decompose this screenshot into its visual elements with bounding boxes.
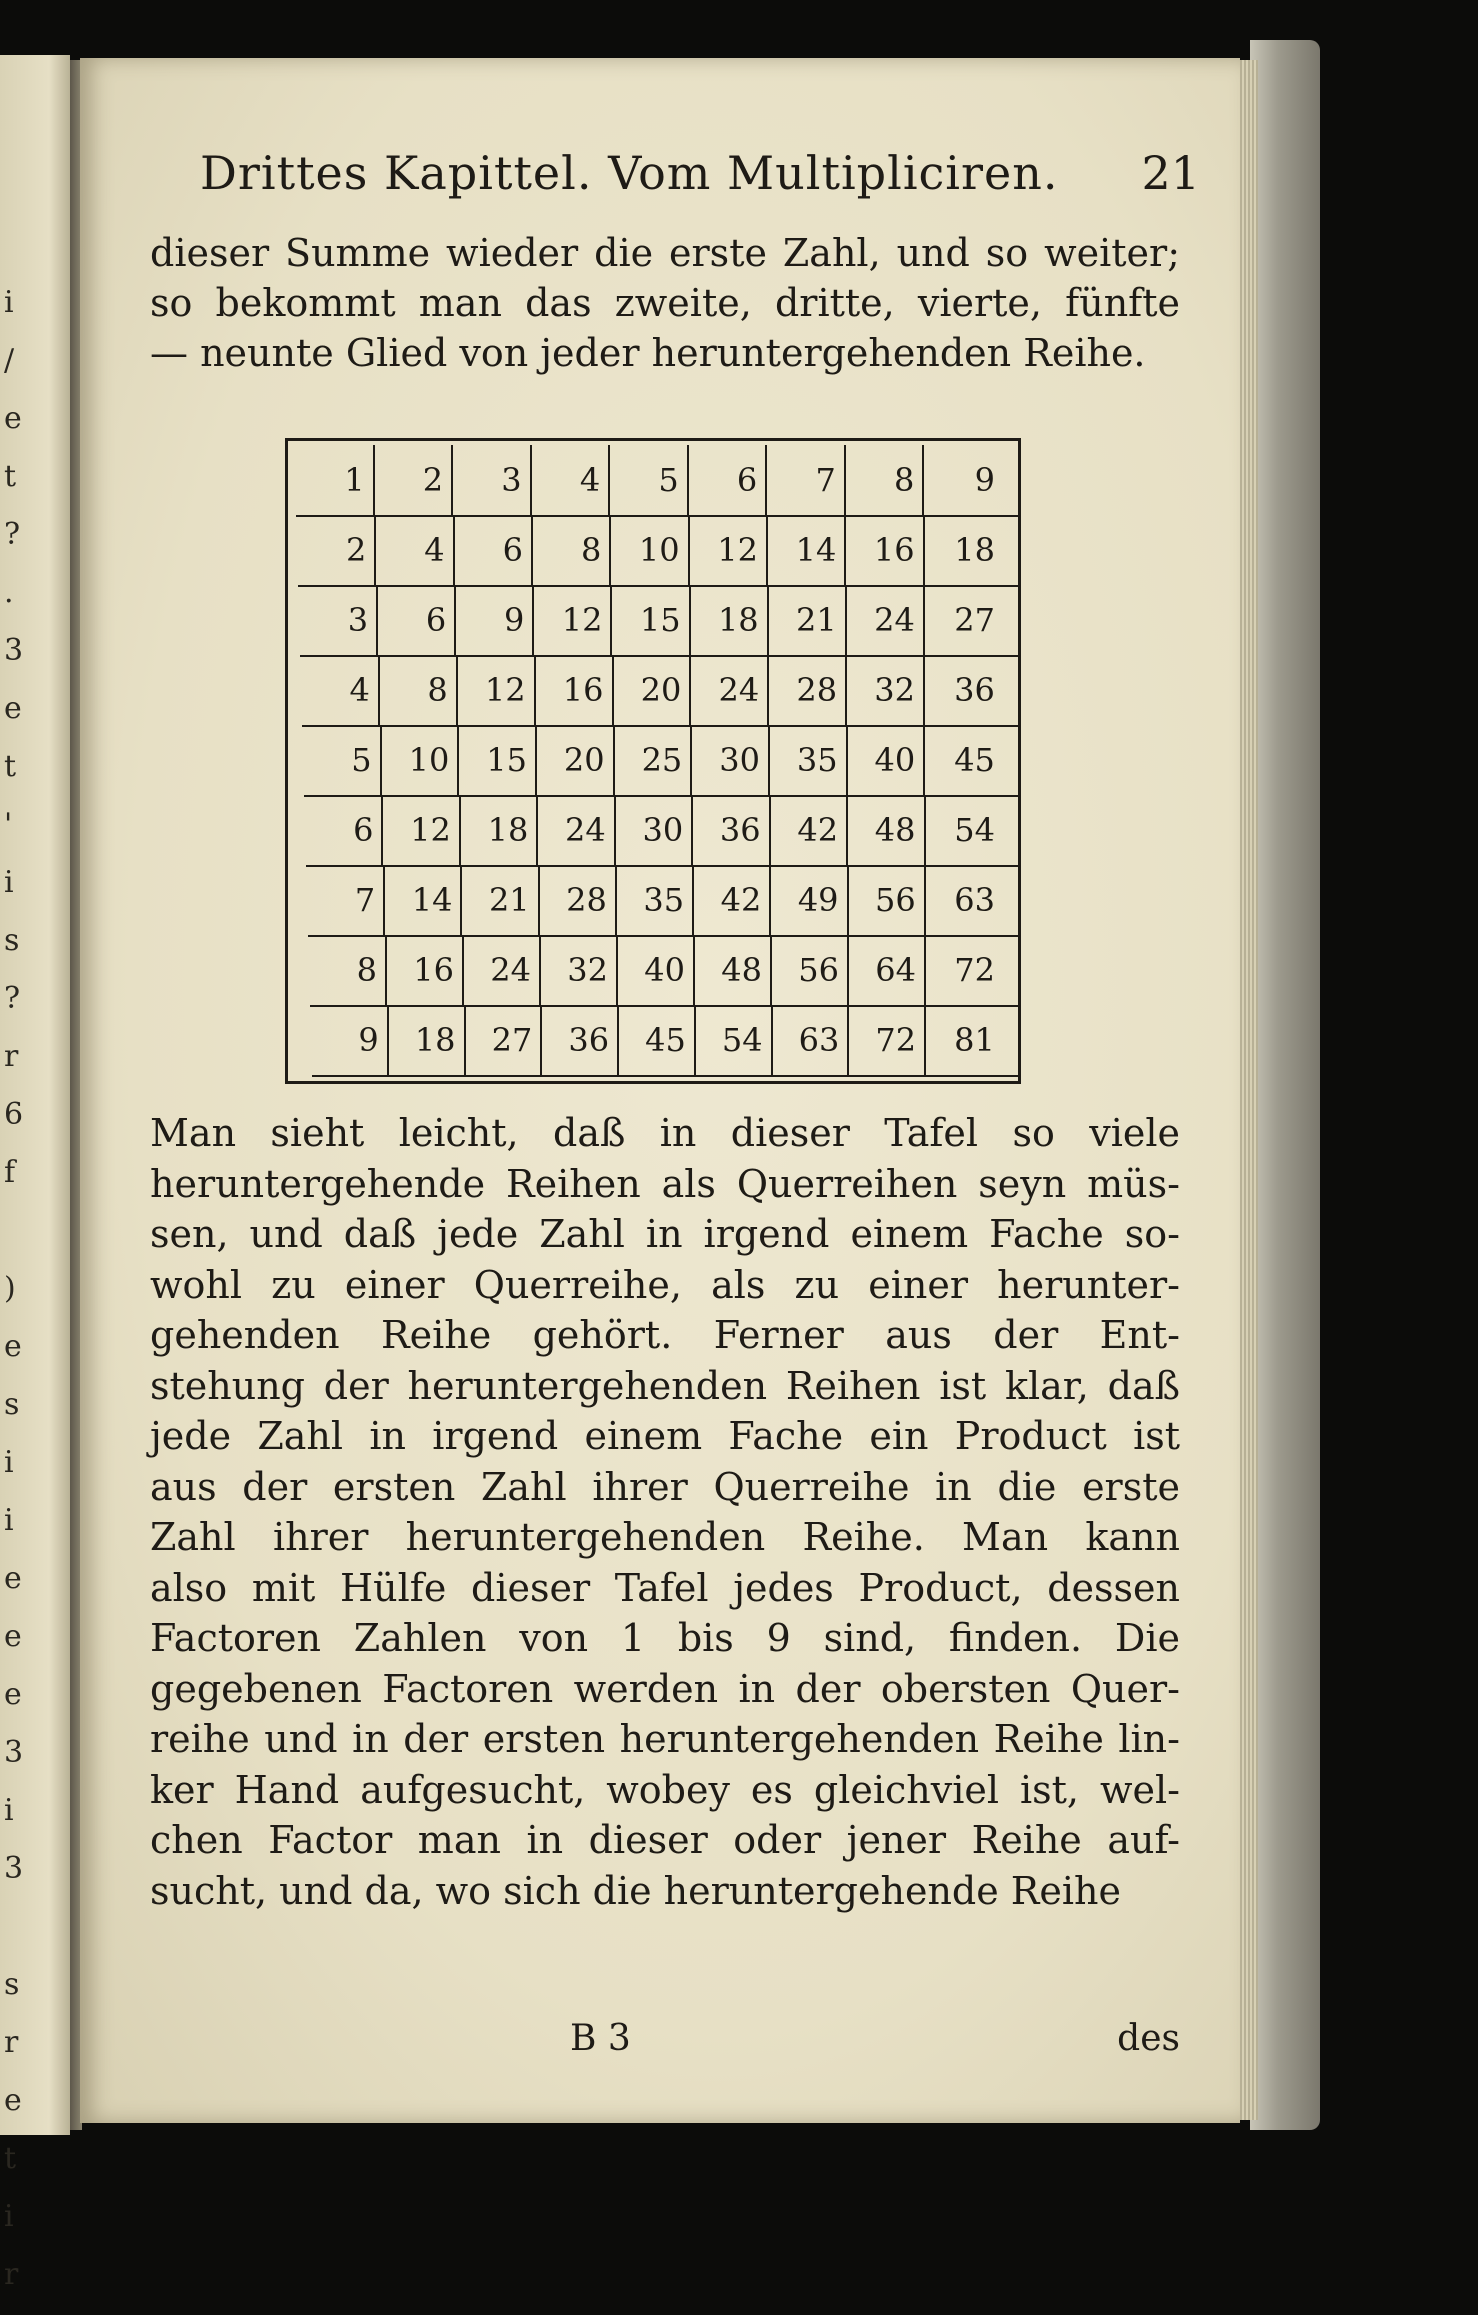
table-cell: 4	[376, 515, 454, 585]
table-cell: 18	[389, 1005, 466, 1075]
table-cell: 12	[690, 515, 768, 585]
margin-letter: ?	[4, 981, 21, 1016]
table-cell: 6	[306, 795, 383, 865]
table-cell: 48	[848, 795, 925, 865]
margin-letter: )	[4, 1271, 16, 1306]
text-line: so bekommt man das zweite, dritte, vierte, fünfte	[150, 281, 1180, 326]
table-cell: 7	[308, 865, 385, 935]
table-cell: 9	[456, 585, 534, 655]
margin-letter: r	[4, 1039, 19, 1074]
table-cell: 24	[538, 795, 615, 865]
table-cell: 27	[466, 1005, 543, 1075]
margin-letter: e	[4, 2083, 22, 2118]
table-cell: 3	[453, 445, 532, 515]
table-cell: 8	[533, 515, 611, 585]
table-row	[300, 585, 1018, 657]
table-cell: 9	[312, 1005, 389, 1075]
margin-letter: r	[4, 2257, 19, 2292]
top-paragraph	[150, 228, 1180, 379]
table-cell: 5	[610, 445, 689, 515]
table-cell: 16	[387, 935, 464, 1005]
margin-letter: e	[4, 1561, 22, 1596]
table-cell: 63	[773, 1005, 850, 1075]
table-cell: 5	[304, 725, 382, 795]
table-cell: 35	[617, 865, 694, 935]
table-cell: 81	[954, 1021, 995, 1059]
multiplication-table	[285, 438, 1021, 1084]
margin-letter: r	[4, 2025, 19, 2060]
table-cell: 18	[461, 795, 538, 865]
table-cell: 30	[616, 795, 693, 865]
table-cell: 2	[298, 515, 376, 585]
table-cell: 24	[847, 585, 925, 655]
margin-letter: .	[4, 575, 14, 610]
table-cell: 54	[696, 1005, 773, 1075]
table-cell: 8	[310, 935, 387, 1005]
table-row	[302, 655, 1018, 727]
previous-page-margin-text	[0, 285, 70, 2315]
margin-letter: e	[4, 1677, 22, 1712]
running-title: Drittes Kapittel. Vom Multipliciren.	[200, 146, 1059, 200]
margin-letter	[0, 1213, 70, 1271]
margin-letter: 6	[4, 1097, 24, 1132]
table-cell: 7	[767, 445, 846, 515]
text-line: ker Hand aufgesucht, wobey es gleichviel ist, wel-	[150, 1767, 1180, 1812]
table-cell: 14	[768, 515, 846, 585]
table-cell: 12	[534, 585, 612, 655]
table-cell: 56	[772, 935, 849, 1005]
page-number: 21	[1141, 146, 1200, 200]
text-line: stehung der heruntergehenden Reihen ist klar, daß	[150, 1363, 1180, 1408]
text-line: aus der ersten Zahl ihrer Querreihe in die erste	[150, 1464, 1180, 1509]
table-cell: 15	[459, 725, 537, 795]
table-cell: 35	[770, 725, 848, 795]
table-cell: 18	[691, 585, 769, 655]
table-row	[304, 725, 1018, 797]
margin-letter: t	[4, 2141, 17, 2176]
margin-letter	[0, 1909, 70, 1967]
table-cell: 28	[540, 865, 617, 935]
table-cell: 8	[380, 655, 458, 725]
text-line: — neunte Glied von jeder heruntergehenden Reihe.	[150, 331, 1146, 376]
page-footer	[150, 2018, 1180, 2068]
text-line: Man sieht leicht, daß in dieser Tafel so viele	[150, 1111, 1180, 1155]
margin-letter: 3	[4, 633, 24, 668]
previous-page-edge	[0, 55, 70, 2292]
margin-letter: i	[4, 1445, 14, 1480]
table-cell: 72	[849, 1005, 926, 1075]
text-line: gehenden Reihe gehört. Ferner aus der Ent-	[150, 1313, 1180, 1357]
margin-letter: t	[4, 459, 17, 494]
table-cell: 1	[296, 445, 375, 515]
table-cell: 40	[848, 725, 926, 795]
table-row	[310, 935, 1018, 1007]
text-line: Factoren Zahlen von 1 bis 9 sind, finden. Die	[150, 1616, 1180, 1660]
table-cell: 9	[974, 461, 995, 499]
margin-letter: e	[4, 1619, 22, 1654]
main-paragraph	[150, 1108, 1180, 1916]
table-cell: 16	[846, 515, 924, 585]
table-cell: 36	[542, 1005, 619, 1075]
table-cell: 24	[464, 935, 541, 1005]
book-page	[80, 58, 1240, 2123]
table-cell: 12	[383, 795, 460, 865]
margin-letter: f	[4, 1155, 16, 1190]
table-row	[298, 515, 1018, 587]
catchword: des	[1117, 2018, 1180, 2059]
table-cell: 49	[771, 865, 848, 935]
table-row	[308, 865, 1018, 937]
table-cell: 48	[695, 935, 772, 1005]
table-row	[312, 1005, 1018, 1077]
table-cell: 27	[954, 601, 995, 639]
table-cell: 54	[954, 811, 995, 849]
text-line: wohl zu einer Querreihe, als zu einer herunter-	[150, 1262, 1180, 1307]
margin-letter: i	[4, 1503, 14, 1538]
table-cell: 4	[532, 445, 611, 515]
table-cell: 12	[458, 655, 536, 725]
margin-letter: i	[4, 865, 14, 900]
margin-letter: s	[4, 1387, 20, 1422]
margin-letter: i	[4, 1793, 14, 1828]
table-row	[306, 795, 1018, 867]
table-cell: 72	[954, 951, 995, 989]
text-line: chen Factor man in dieser oder jener Reihe auf-	[150, 1818, 1180, 1862]
table-cell: 63	[954, 881, 995, 919]
table-cell: 25	[615, 725, 693, 795]
text-line: sen, und daß jede Zahl in irgend einem Fache so-	[150, 1212, 1180, 1256]
table-cell: 14	[385, 865, 462, 935]
table-cell: 42	[694, 865, 771, 935]
text-line: reihe und in der ersten heruntergehenden Reihe lin-	[150, 1717, 1180, 1761]
table-cell: 42	[771, 795, 848, 865]
table-cell: 30	[692, 725, 770, 795]
table-cell: 16	[536, 655, 614, 725]
table-cell: 6	[689, 445, 768, 515]
table-cell: 4	[302, 655, 380, 725]
margin-letter: e	[4, 691, 22, 726]
table-cell: 6	[378, 585, 456, 655]
text-line: jede Zahl in irgend einem Fache ein Product ist	[150, 1414, 1180, 1458]
table-cell: 32	[847, 655, 925, 725]
margin-letter: /	[4, 343, 15, 378]
text-line: dieser Summe wieder die erste Zahl, und so weiter;	[150, 231, 1180, 275]
margin-letter: 3	[4, 1735, 24, 1770]
text-line: sucht, und da, wo sich die heruntergehende Reihe	[150, 1868, 1122, 1913]
margin-letter: t	[4, 749, 17, 784]
table-cell: 28	[769, 655, 847, 725]
table-cell: 64	[849, 935, 926, 1005]
table-cell: 2	[375, 445, 454, 515]
table-cell: 3	[300, 585, 378, 655]
table-cell: 10	[611, 515, 689, 585]
table-cell: 10	[382, 725, 460, 795]
table-cell: 21	[769, 585, 847, 655]
text-line: heruntergehende Reihen als Querreihen seyn müs-	[150, 1161, 1180, 1206]
book-cover-edge	[1250, 40, 1320, 2130]
page-block-edges	[1238, 60, 1258, 2120]
margin-letter: ?	[4, 517, 21, 552]
table-cell: 40	[618, 935, 695, 1005]
table-cell: 15	[612, 585, 690, 655]
margin-letter: e	[4, 1329, 22, 1364]
table-cell: 6	[455, 515, 533, 585]
multiplication-table-rows	[288, 441, 1018, 1081]
text-line: gegebenen Factoren werden in der obersten Quer-	[150, 1666, 1180, 1711]
text-line: also mit Hülfe dieser Tafel jedes Product, dessen	[150, 1565, 1180, 1610]
table-cell: 21	[462, 865, 539, 935]
table-cell: 8	[846, 445, 925, 515]
margin-letter: 3	[4, 1851, 24, 1886]
table-cell: 36	[693, 795, 770, 865]
margin-letter: e	[4, 401, 22, 436]
table-cell: 45	[954, 741, 995, 779]
table-cell: 20	[614, 655, 692, 725]
table-cell: 56	[849, 865, 926, 935]
table-cell: 45	[619, 1005, 696, 1075]
margin-letter: s	[4, 1967, 20, 2002]
text-line: Zahl ihrer heruntergehenden Reihe. Man kann	[150, 1515, 1180, 1559]
margin-letter: s	[4, 923, 20, 958]
margin-letter: i	[4, 2199, 14, 2234]
signature-mark: B 3	[570, 2018, 631, 2059]
table-cell: 20	[537, 725, 615, 795]
table-cell: 32	[541, 935, 618, 1005]
table-cell: 18	[954, 531, 995, 569]
table-row	[296, 445, 1018, 517]
table-cell: 24	[691, 655, 769, 725]
page-header	[200, 146, 1200, 216]
margin-letter: '	[4, 807, 13, 842]
margin-letter: i	[4, 285, 14, 320]
table-cell: 36	[954, 671, 995, 709]
